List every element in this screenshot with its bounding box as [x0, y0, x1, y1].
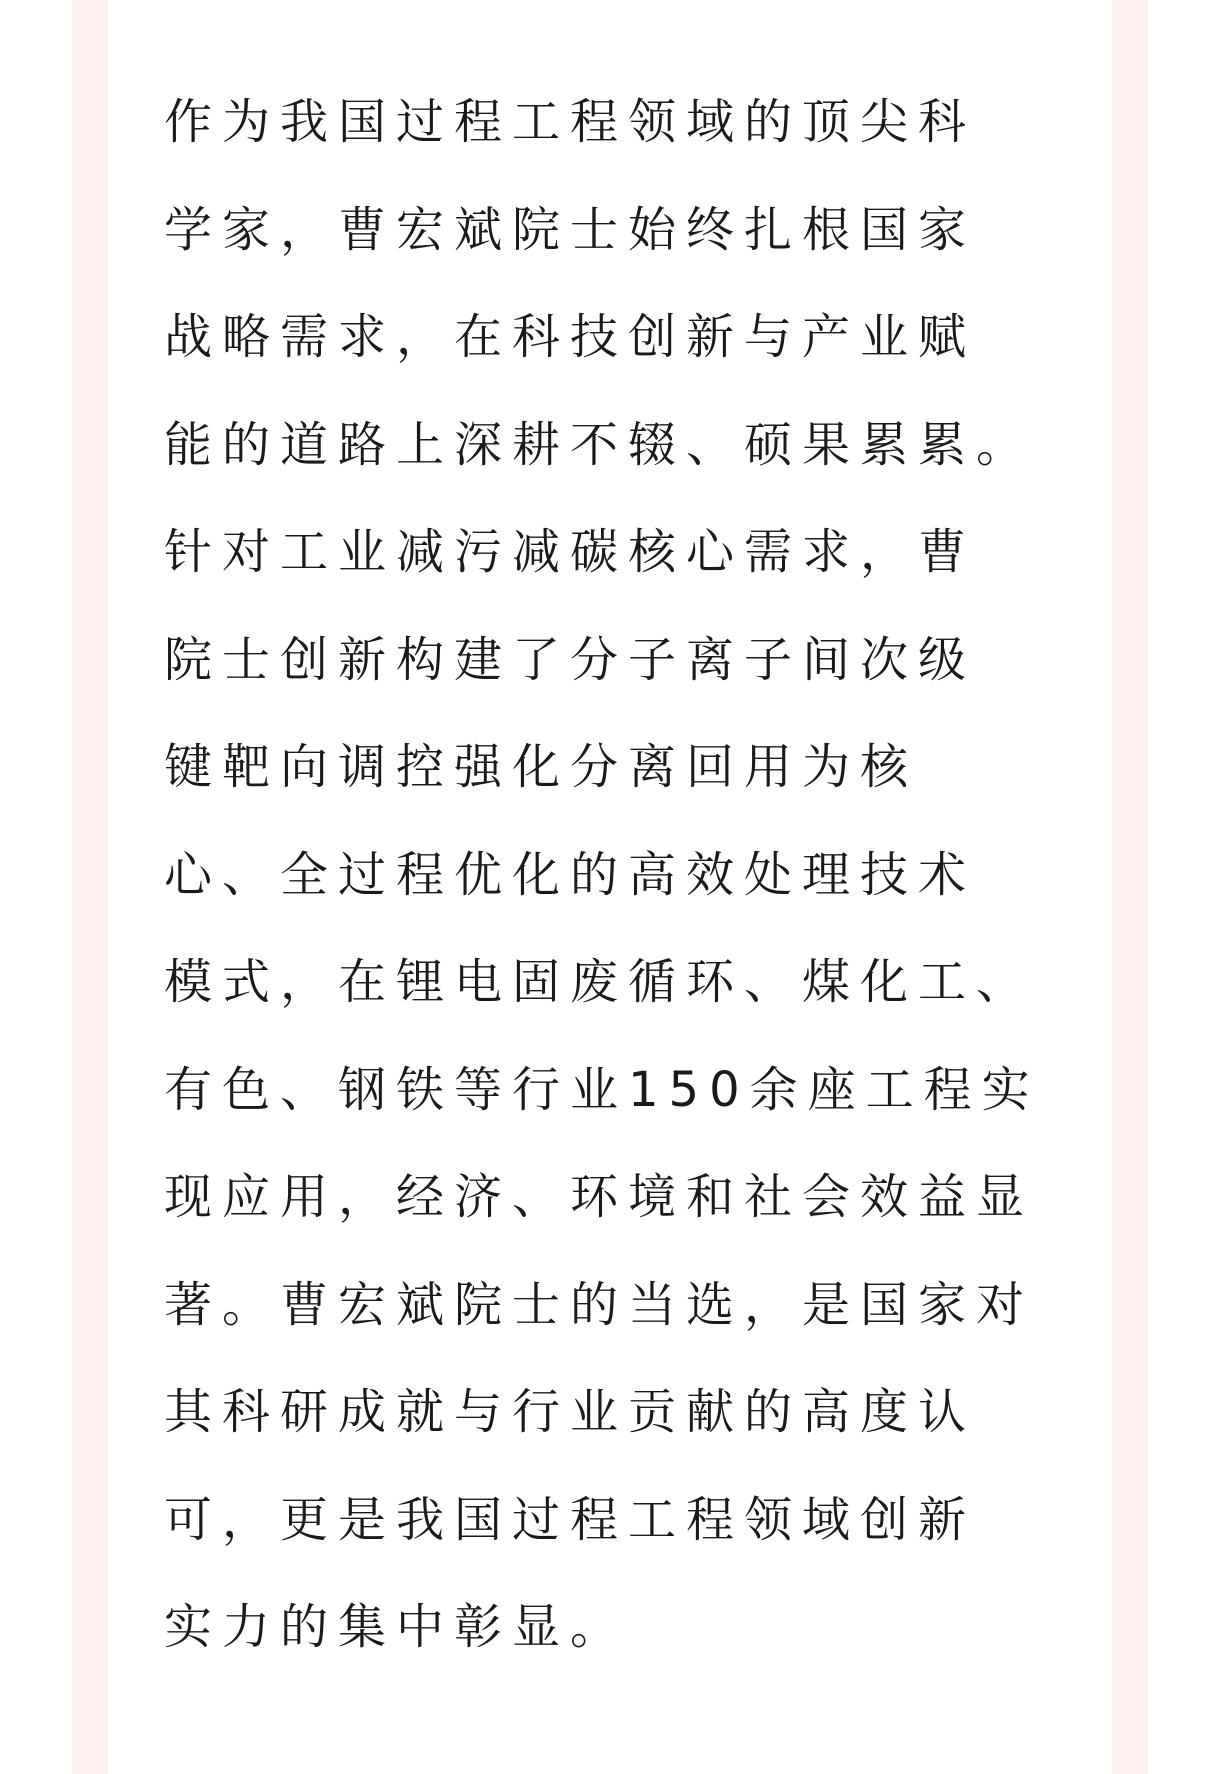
text-line: 作为我国过程工程领域的顶尖科 [164, 94, 977, 150]
text-line: 心、全过程优化的高效处理技术 [164, 846, 977, 903]
text-line: 有色、钢铁等行业150余座工程实 [164, 1061, 1040, 1118]
article-body [108, 0, 1112, 1774]
text-line: 现应用，经济、环境和社会效益显 [164, 1169, 1035, 1225]
text-line: 其科研成就与行业贡献的高度认 [164, 1384, 977, 1440]
text-line: 模式，在锂电固废循环、煤化工、 [164, 954, 1035, 1010]
left-decorative-band [72, 0, 108, 1774]
article-paragraph [164, 84, 1104, 1697]
text-line: 院士创新构建了分子离子间次级 [164, 631, 977, 688]
text-line: 键靶向调控强化分离回用为核 [164, 739, 919, 795]
text-line: 战略需求，在科技创新与产业赋 [164, 309, 977, 365]
text-line: 学家，曹宏斌院士始终扎根国家 [164, 201, 977, 258]
text-line: 针对工业减污减碳核心需求，曹 [164, 524, 977, 580]
text-line: 可，更是我国过程工程领域创新 [164, 1491, 977, 1548]
text-line: 著。曹宏斌院士的当选，是国家对 [164, 1276, 1035, 1333]
right-decorative-band [1112, 0, 1148, 1774]
text-line: 能的道路上深耕不辍、硕果累累。 [164, 416, 1035, 473]
text-line: 实力的集中彰显。 [164, 1599, 629, 1655]
